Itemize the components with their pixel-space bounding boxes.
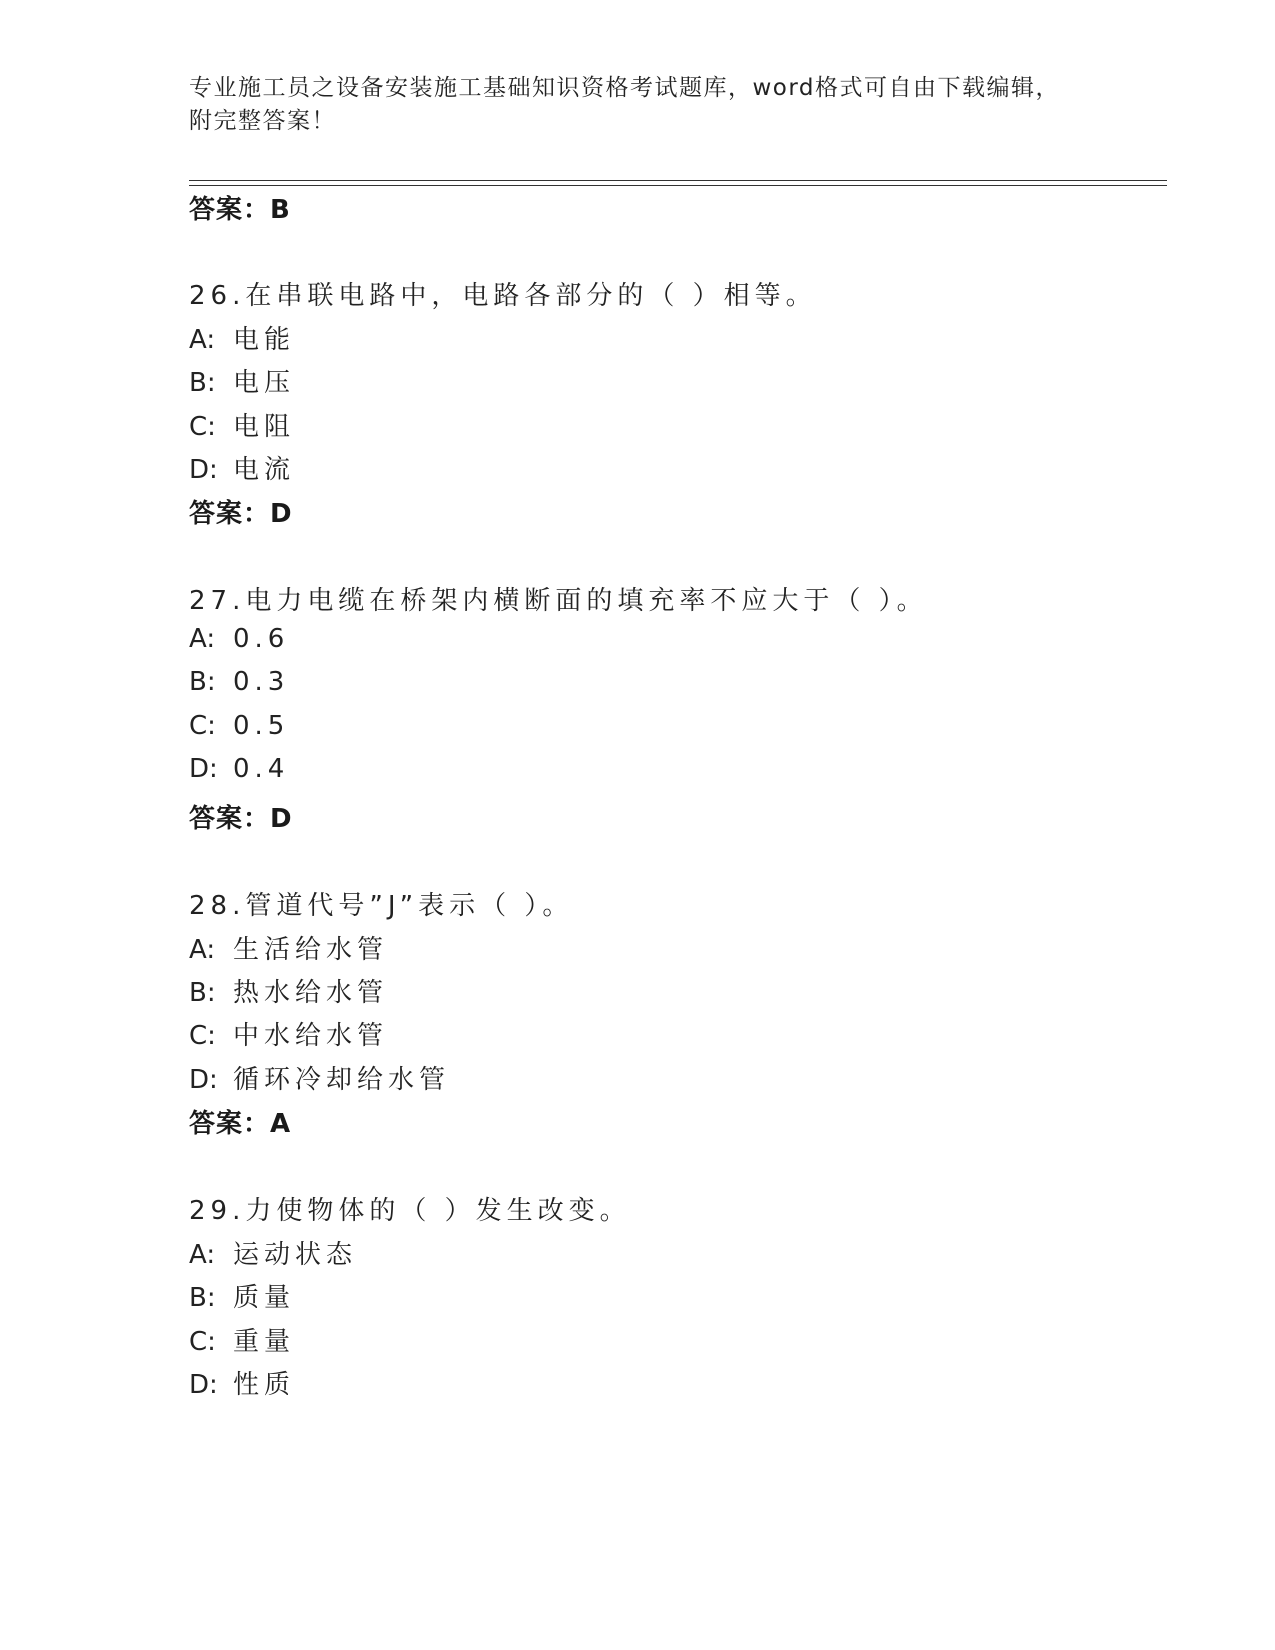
q29-option-b (189, 1277, 295, 1314)
header-line-1: 专业施工员之设备安装施工基础知识资格考试题库，word格式可自由下载编辑， (189, 75, 1061, 101)
q29-option-d (189, 1364, 295, 1401)
question-26: 26.在串联电路中，电路各部分的（ ）相等。 (189, 281, 817, 311)
option-letter: C: (189, 711, 216, 741)
q27-option-d (189, 754, 289, 784)
q29-option-a (189, 1234, 357, 1271)
question-28: 28.管道代号”J”表示（ ）。 (189, 891, 574, 921)
option-letter: D: (189, 1065, 218, 1095)
option-text: 电阻 (233, 412, 296, 442)
option-letter: A: (189, 1240, 216, 1270)
option-text: 电压 (233, 368, 296, 398)
option-letter: C: (189, 1021, 216, 1051)
answer-26: 答案：D (189, 499, 293, 529)
answer-prev: 答案：B (189, 195, 291, 225)
option-text: 电能 (233, 325, 296, 355)
document-header (189, 72, 1089, 138)
q26-option-c (189, 406, 295, 443)
q27-option-b (189, 667, 289, 697)
option-text: 0.5 (233, 711, 290, 741)
option-letter: D: (189, 1370, 218, 1400)
option-letter: A: (189, 325, 216, 355)
option-text: 质量 (233, 1283, 296, 1313)
option-letter: D: (189, 754, 218, 784)
q26-option-d (189, 449, 295, 486)
option-text: 电流 (233, 455, 296, 485)
option-text: 循环冷却给水管 (233, 1065, 451, 1095)
option-text: 0.4 (233, 754, 290, 784)
q28-option-a (189, 929, 388, 966)
option-letter: C: (189, 1327, 216, 1357)
answer-27: 答案：D (189, 804, 293, 834)
option-letter: B: (189, 667, 216, 697)
option-text: 生活给水管 (233, 935, 389, 965)
option-text: 热水给水管 (233, 978, 389, 1008)
option-letter: A: (189, 935, 216, 965)
question-27: 27.电力电缆在桥架内横断面的填充率不应大于（ ）。 (189, 586, 928, 616)
option-text: 中水给水管 (233, 1021, 389, 1051)
header-divider-top (189, 180, 1167, 181)
option-text: 0.3 (233, 667, 290, 697)
q26-option-a (189, 319, 295, 356)
answer-28: 答案：A (189, 1109, 292, 1139)
option-text: 0.6 (233, 624, 290, 654)
q27-option-a (189, 624, 289, 654)
q29-option-c (189, 1321, 295, 1358)
option-text: 性质 (233, 1370, 296, 1400)
option-letter: C: (189, 412, 216, 442)
q28-option-d (189, 1059, 450, 1096)
header-divider-bottom (189, 185, 1167, 186)
option-letter: B: (189, 368, 216, 398)
q27-option-c (189, 711, 289, 741)
option-letter: D: (189, 455, 218, 485)
header-line-2: 附完整答案！ (189, 108, 336, 134)
option-text: 重量 (233, 1327, 296, 1357)
option-letter: A: (189, 624, 216, 654)
option-letter: B: (189, 978, 216, 1008)
q26-option-b (189, 362, 295, 399)
option-text: 运动状态 (233, 1240, 358, 1270)
q28-option-b (189, 972, 388, 1009)
q28-option-c (189, 1015, 388, 1052)
option-letter: B: (189, 1283, 216, 1313)
question-29: 29.力使物体的（ ）发生改变。 (189, 1196, 631, 1226)
